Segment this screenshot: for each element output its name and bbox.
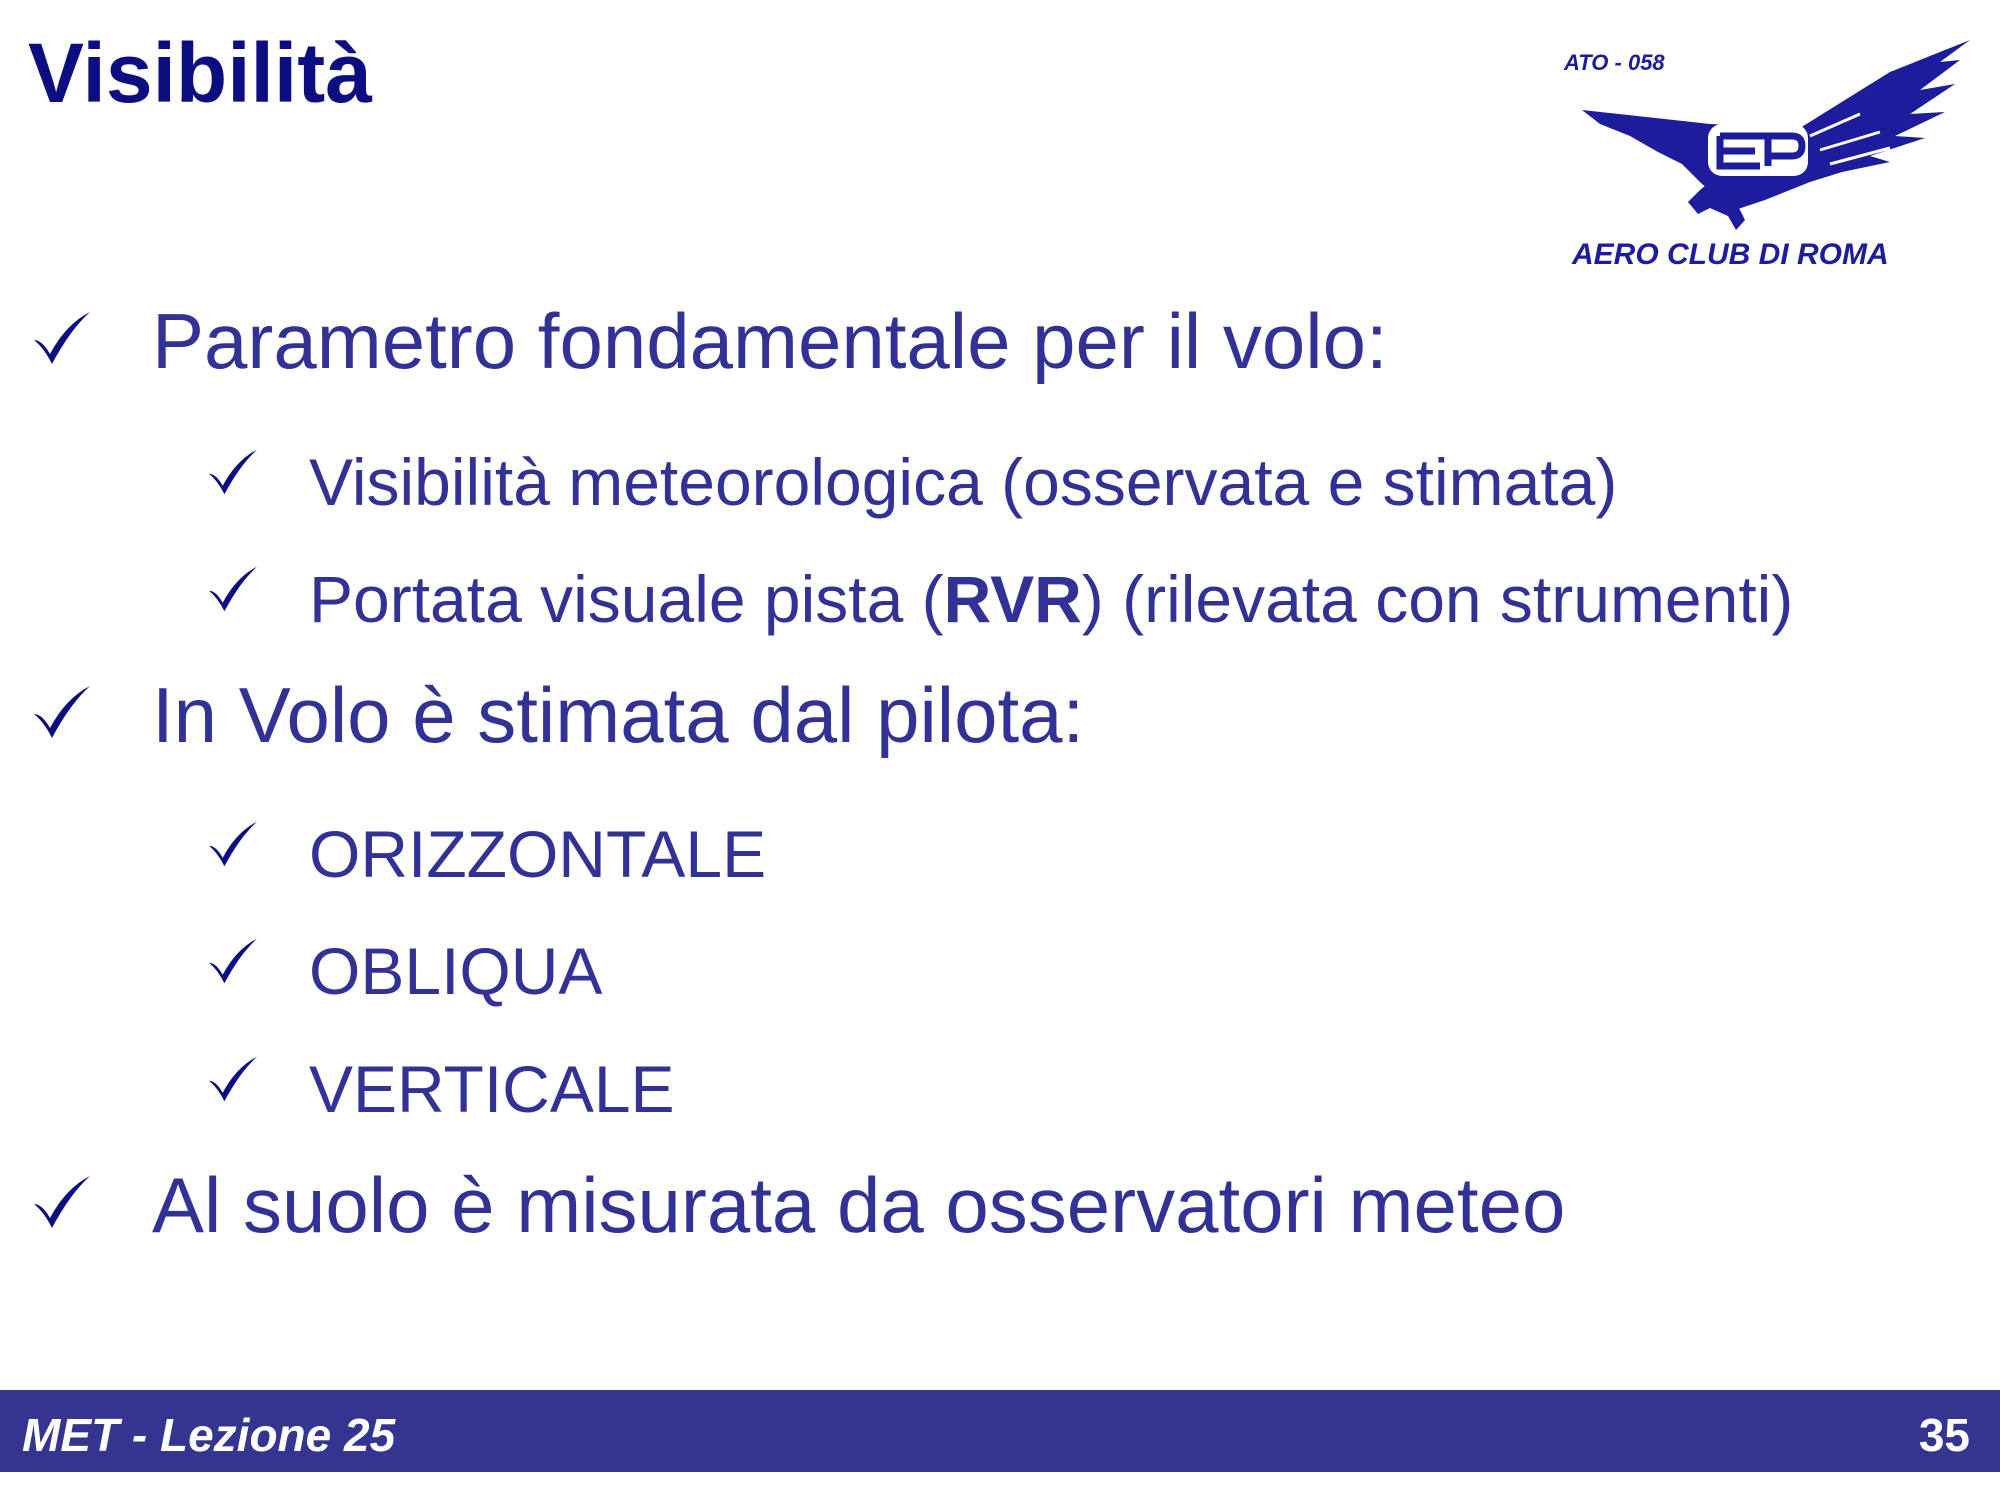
- rvr-text-after: ) (rilevata con strumenti): [1081, 562, 1794, 636]
- bullet-item: [30, 297, 1388, 386]
- rvr-acronym: RVR: [943, 562, 1082, 636]
- checkmark-icon: [205, 448, 269, 504]
- checkmark-icon: [205, 565, 269, 621]
- checkmark-icon: [205, 937, 269, 993]
- bullet-item: [30, 1161, 1566, 1250]
- logo-ato-code: ATO - 058: [1564, 50, 1665, 75]
- sub-bullet-item: [205, 1052, 675, 1129]
- bullet-text: In Volo è stimata dal pilota:: [152, 671, 1085, 759]
- sub-bullet-text: Visibilità meteorologica (osservata e stimata): [309, 445, 1618, 519]
- logo-club-name: AERO CLUB DI ROMA: [1572, 238, 1889, 271]
- page-number: 35: [1918, 1409, 1970, 1461]
- checkmark-icon: [30, 684, 94, 740]
- checkmark-icon: [205, 1055, 269, 1111]
- checkmark-icon: [30, 1174, 94, 1230]
- sub-bullet-item: [205, 817, 767, 894]
- slide-title: Visibilità: [28, 26, 372, 120]
- sub-bullet-text: ORIZZONTALE: [309, 817, 767, 891]
- bullet-text: Al suolo è misurata da osservatori meteo: [152, 1161, 1566, 1249]
- bullet-text: Parametro fondamentale per il volo:: [152, 297, 1388, 385]
- sub-bullet-text: [309, 559, 1793, 639]
- bullet-item: [30, 671, 1085, 760]
- sub-bullet-text: OBLIQUA: [309, 934, 603, 1008]
- rvr-text-before: Portata visuale pista (: [309, 562, 944, 636]
- footer-lesson-label: MET - Lezione 25: [22, 1409, 396, 1461]
- sub-bullet-item: [205, 934, 603, 1011]
- checkmark-icon: [205, 820, 269, 876]
- sub-bullet-item: [205, 445, 1618, 522]
- checkmark-icon: [30, 310, 94, 366]
- sub-bullet-item: [205, 562, 1794, 639]
- footer-bar: [0, 1390, 2000, 1472]
- sub-bullet-text: VERTICALE: [309, 1052, 675, 1126]
